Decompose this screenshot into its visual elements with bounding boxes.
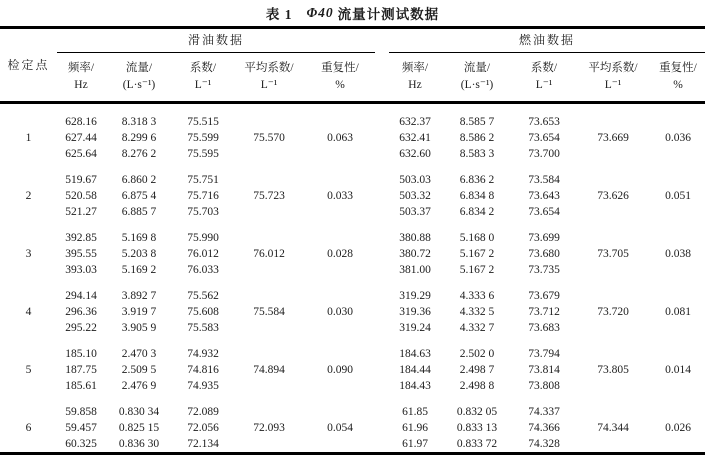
freq-cell: 184.44 — [399, 363, 431, 376]
flow-cell: 5.203 8 — [121, 247, 157, 260]
rep-cell: 0.033 — [327, 189, 353, 202]
freq-cell: 381.00 — [399, 263, 431, 276]
col-unit: % — [335, 79, 345, 91]
group-gap — [375, 28, 389, 103]
meter-model: Φ40 — [306, 5, 334, 20]
col-unit: L⁻¹ — [604, 79, 622, 91]
freq-cell: 184.43 — [399, 379, 431, 392]
data-row-point-4 — [0, 278, 705, 304]
avg-cell — [233, 204, 305, 220]
point-cell — [0, 394, 57, 420]
data-row-point-4 — [0, 304, 705, 320]
rep-cell — [305, 336, 375, 362]
col-unit: Hz — [74, 79, 88, 91]
data-row-point-2 — [0, 162, 705, 188]
point-cell: 1 — [25, 131, 32, 144]
table-header — [0, 28, 705, 103]
rep-cell: 0.036 — [665, 131, 691, 144]
avg-cell: 74.894 — [253, 363, 285, 376]
col-unit: L⁻¹ — [194, 79, 212, 91]
flow-cell: 0.825 15 — [118, 421, 160, 434]
point-cell — [0, 320, 57, 336]
point-cell — [0, 146, 57, 162]
coef-cell: 75.990 — [187, 231, 219, 244]
col-name: 平均系数/ — [244, 62, 294, 74]
rep-cell — [305, 220, 375, 246]
col-header-fuel-coefficient — [513, 53, 575, 103]
rep-cell — [651, 436, 705, 454]
avg-cell: 73.720 — [597, 305, 629, 318]
data-row-point-1 — [0, 103, 705, 131]
freq-cell: 519.67 — [65, 173, 97, 186]
avg-cell: 75.723 — [253, 189, 285, 202]
point-cell — [0, 378, 57, 394]
flow-cell: 6.834 2 — [459, 205, 495, 218]
freq-cell: 185.61 — [65, 379, 97, 392]
rep-cell: 0.051 — [665, 189, 691, 202]
spacer-cell — [375, 394, 389, 420]
spacer-cell — [375, 204, 389, 220]
point-cell: 4 — [25, 305, 32, 318]
flow-cell: 0.830 34 — [118, 405, 160, 418]
col-name: 系数/ — [189, 62, 217, 74]
coef-cell: 73.699 — [528, 231, 560, 244]
spacer-cell — [375, 130, 389, 146]
group-header-fuel: 燃油数据 — [389, 28, 705, 53]
flow-cell: 8.299 6 — [121, 131, 157, 144]
point-cell — [0, 436, 57, 454]
col-unit: (L·s⁻¹) — [460, 79, 494, 91]
freq-cell: 632.37 — [399, 115, 431, 128]
freq-cell: 393.03 — [65, 263, 97, 276]
data-row-point-6 — [0, 420, 705, 436]
spacer-cell — [375, 162, 389, 188]
rep-cell — [305, 378, 375, 394]
point-cell — [0, 162, 57, 188]
flow-cell: 8.276 2 — [121, 147, 157, 160]
flow-cell: 8.585 7 — [459, 115, 495, 128]
col-header-lube-frequency — [57, 53, 105, 103]
avg-cell: 76.012 — [253, 247, 285, 260]
avg-cell — [575, 436, 651, 454]
flow-cell: 0.832 05 — [456, 405, 498, 418]
rep-cell: 0.054 — [327, 421, 353, 434]
col-name: 重复性/ — [321, 62, 359, 74]
spacer-cell — [375, 146, 389, 162]
spacer-cell — [375, 336, 389, 362]
spacer-cell — [375, 262, 389, 278]
flow-cell: 3.919 7 — [121, 305, 157, 318]
rep-cell: 0.038 — [665, 247, 691, 260]
rep-cell — [651, 394, 705, 420]
flow-cell: 0.833 72 — [456, 437, 498, 450]
col-header-fuel-frequency — [389, 53, 441, 103]
freq-cell: 61.85 — [402, 405, 428, 418]
avg-cell — [575, 278, 651, 304]
col-name: 系数/ — [530, 62, 558, 74]
spacer-cell — [375, 362, 389, 378]
rep-cell — [305, 146, 375, 162]
coef-cell: 75.562 — [187, 289, 219, 302]
data-row-point-1 — [0, 130, 705, 146]
avg-cell — [575, 162, 651, 188]
coef-cell: 74.935 — [187, 379, 219, 392]
flow-cell: 4.332 5 — [459, 305, 495, 318]
table-title-text: 流量计测试数据 — [337, 7, 440, 22]
freq-cell: 627.44 — [65, 131, 97, 144]
spacer-cell — [375, 103, 389, 131]
data-row-point-5 — [0, 362, 705, 378]
avg-cell — [575, 262, 651, 278]
col-name: 频率/ — [67, 62, 95, 74]
coef-cell: 74.337 — [528, 405, 560, 418]
rep-cell — [305, 204, 375, 220]
avg-cell — [233, 336, 305, 362]
col-name: 平均系数/ — [588, 62, 638, 74]
avg-cell — [233, 320, 305, 336]
rep-cell — [651, 262, 705, 278]
coef-cell: 73.700 — [528, 147, 560, 160]
rep-cell — [651, 278, 705, 304]
flow-cell: 8.586 2 — [459, 131, 495, 144]
avg-cell: 73.805 — [597, 363, 629, 376]
freq-cell: 521.27 — [65, 205, 97, 218]
rep-cell — [305, 278, 375, 304]
freq-cell: 625.64 — [65, 147, 97, 160]
rep-cell: 0.063 — [327, 131, 353, 144]
avg-cell — [575, 320, 651, 336]
rep-cell: 0.026 — [665, 421, 691, 434]
spacer-cell — [375, 420, 389, 436]
freq-cell: 294.14 — [65, 289, 97, 302]
freq-cell: 628.16 — [65, 115, 97, 128]
avg-cell — [233, 162, 305, 188]
freq-cell: 187.75 — [65, 363, 97, 376]
flow-cell: 8.318 3 — [121, 115, 157, 128]
coef-cell: 75.751 — [187, 173, 219, 186]
avg-cell: 73.705 — [597, 247, 629, 260]
freq-cell: 520.58 — [65, 189, 97, 202]
freq-cell: 632.41 — [399, 131, 431, 144]
freq-cell: 380.72 — [399, 247, 431, 260]
freq-cell: 392.85 — [65, 231, 97, 244]
col-unit: % — [673, 79, 683, 91]
freq-cell: 296.36 — [65, 305, 97, 318]
data-row-point-2 — [0, 188, 705, 204]
rep-cell — [651, 378, 705, 394]
freq-cell: 60.325 — [65, 437, 97, 450]
avg-cell — [233, 394, 305, 420]
data-row-point-6 — [0, 394, 705, 420]
rep-cell — [305, 103, 375, 131]
avg-cell — [575, 146, 651, 162]
rep-cell: 0.030 — [327, 305, 353, 318]
rep-cell — [305, 162, 375, 188]
flow-cell: 6.885 7 — [121, 205, 157, 218]
rep-cell — [651, 204, 705, 220]
rep-cell — [651, 146, 705, 162]
col-header-lube-repeatability — [305, 53, 375, 103]
avg-cell: 75.570 — [253, 131, 285, 144]
coef-cell: 72.134 — [187, 437, 219, 450]
point-cell — [0, 103, 57, 131]
flow-cell: 2.470 3 — [121, 347, 157, 360]
col-name: 重复性/ — [659, 62, 697, 74]
avg-cell: 72.093 — [253, 421, 285, 434]
coef-cell: 72.089 — [187, 405, 219, 418]
coef-cell: 73.683 — [528, 321, 560, 334]
flow-cell: 3.905 9 — [121, 321, 157, 334]
coef-cell: 75.599 — [187, 131, 219, 144]
coef-cell: 74.366 — [528, 421, 560, 434]
table-title — [0, 0, 705, 26]
rep-cell — [651, 336, 705, 362]
flow-cell: 5.167 2 — [459, 247, 495, 260]
spacer-cell — [375, 436, 389, 454]
col-unit: L⁻¹ — [260, 79, 278, 91]
point-cell: 3 — [25, 247, 32, 260]
point-cell: 6 — [25, 421, 32, 434]
column-header-row — [0, 53, 705, 103]
table-number: 表 1 — [265, 7, 293, 22]
flow-cell: 0.833 13 — [456, 421, 498, 434]
spacer-cell — [375, 304, 389, 320]
point-cell: 5 — [25, 363, 32, 376]
data-row-point-2 — [0, 204, 705, 220]
coef-cell: 73.584 — [528, 173, 560, 186]
rep-cell — [305, 320, 375, 336]
avg-cell — [233, 146, 305, 162]
avg-cell — [233, 262, 305, 278]
coef-cell: 73.653 — [528, 115, 560, 128]
avg-cell — [233, 378, 305, 394]
freq-cell: 503.37 — [399, 205, 431, 218]
rep-cell: 0.081 — [665, 305, 691, 318]
flow-cell: 2.498 8 — [459, 379, 495, 392]
col-header-fuel-avg-coefficient — [575, 53, 651, 103]
flow-cell: 6.836 2 — [459, 173, 495, 186]
rep-cell — [305, 394, 375, 420]
flow-cell: 2.476 9 — [121, 379, 157, 392]
freq-cell: 319.36 — [399, 305, 431, 318]
flow-cell: 6.860 2 — [121, 173, 157, 186]
flow-cell: 5.167 2 — [459, 263, 495, 276]
coef-cell: 73.654 — [528, 205, 560, 218]
coef-cell: 75.583 — [187, 321, 219, 334]
flow-cell: 2.502 0 — [459, 347, 495, 360]
col-unit: (L·s⁻¹) — [122, 79, 156, 91]
avg-cell — [233, 103, 305, 131]
avg-cell — [233, 436, 305, 454]
coef-cell: 75.716 — [187, 189, 219, 202]
avg-cell — [575, 394, 651, 420]
spacer-cell — [375, 246, 389, 262]
point-cell — [0, 336, 57, 362]
freq-cell: 295.22 — [65, 321, 97, 334]
flow-cell: 6.875 4 — [121, 189, 157, 202]
avg-cell — [575, 336, 651, 362]
freq-cell: 185.10 — [65, 347, 97, 360]
col-header-fuel-repeatability — [651, 53, 705, 103]
coef-cell: 75.703 — [187, 205, 219, 218]
data-row-point-1 — [0, 146, 705, 162]
coef-cell: 73.808 — [528, 379, 560, 392]
coef-cell: 73.679 — [528, 289, 560, 302]
avg-cell — [575, 378, 651, 394]
avg-cell: 74.344 — [597, 421, 629, 434]
avg-cell — [575, 103, 651, 131]
coef-cell: 75.515 — [187, 115, 219, 128]
flow-cell: 5.168 0 — [459, 231, 495, 244]
group-header-lube: 滑油数据 — [57, 28, 375, 53]
spacer-cell — [375, 188, 389, 204]
avg-cell: 73.626 — [597, 189, 629, 202]
coef-cell: 73.654 — [528, 131, 560, 144]
avg-cell — [233, 220, 305, 246]
data-row-point-5 — [0, 336, 705, 362]
flow-cell: 0.836 30 — [118, 437, 160, 450]
rep-cell: 0.014 — [665, 363, 691, 376]
freq-cell: 59.858 — [65, 405, 97, 418]
rep-cell — [305, 436, 375, 454]
avg-cell — [233, 278, 305, 304]
col-unit: L⁻¹ — [535, 79, 553, 91]
freq-cell: 61.97 — [402, 437, 428, 450]
data-row-point-4 — [0, 320, 705, 336]
flow-cell: 8.583 3 — [459, 147, 495, 160]
table-body — [0, 103, 705, 454]
avg-cell — [575, 204, 651, 220]
col-name: 流量/ — [463, 62, 491, 74]
coef-cell: 73.680 — [528, 247, 560, 260]
data-row-point-3 — [0, 246, 705, 262]
coef-cell: 72.056 — [187, 421, 219, 434]
coef-cell: 73.735 — [528, 263, 560, 276]
coef-cell: 74.932 — [187, 347, 219, 360]
freq-cell: 395.55 — [65, 247, 97, 260]
spacer-cell — [375, 220, 389, 246]
flow-cell: 4.332 7 — [459, 321, 495, 334]
data-row-point-3 — [0, 262, 705, 278]
coef-cell: 76.012 — [187, 247, 219, 260]
coef-cell: 73.794 — [528, 347, 560, 360]
data-row-point-3 — [0, 220, 705, 246]
flow-cell: 2.498 7 — [459, 363, 495, 376]
col-header-lube-flow — [105, 53, 173, 103]
coef-cell: 73.814 — [528, 363, 560, 376]
point-cell — [0, 262, 57, 278]
freq-cell: 632.60 — [399, 147, 431, 160]
rep-cell — [651, 162, 705, 188]
freq-cell: 61.96 — [402, 421, 428, 434]
col-name: 流量/ — [125, 62, 153, 74]
col-header-lube-coefficient — [173, 53, 233, 103]
point-cell — [0, 204, 57, 220]
freq-cell: 184.63 — [399, 347, 431, 360]
freq-cell: 503.03 — [399, 173, 431, 186]
flow-cell: 5.169 2 — [121, 263, 157, 276]
corner-header: 检定点 — [0, 28, 57, 103]
rep-cell — [651, 103, 705, 131]
rep-cell: 0.090 — [327, 363, 353, 376]
point-cell — [0, 278, 57, 304]
avg-cell: 73.669 — [597, 131, 629, 144]
rep-cell: 0.028 — [327, 247, 353, 260]
flow-cell: 5.169 8 — [121, 231, 157, 244]
flow-cell: 2.509 5 — [121, 363, 157, 376]
coef-cell: 75.595 — [187, 147, 219, 160]
rep-cell — [305, 262, 375, 278]
data-row-point-6 — [0, 436, 705, 454]
coef-cell: 76.033 — [187, 263, 219, 276]
flow-cell: 6.834 8 — [459, 189, 495, 202]
spacer-cell — [375, 378, 389, 394]
col-header-fuel-flow — [441, 53, 513, 103]
flow-meter-table — [0, 26, 705, 455]
coef-cell: 74.816 — [187, 363, 219, 376]
group-header-row — [0, 28, 705, 53]
freq-cell: 319.24 — [399, 321, 431, 334]
coef-cell: 73.712 — [528, 305, 560, 318]
flow-cell: 3.892 7 — [121, 289, 157, 302]
freq-cell: 380.88 — [399, 231, 431, 244]
coef-cell: 75.608 — [187, 305, 219, 318]
col-unit: Hz — [408, 79, 422, 91]
coef-cell: 74.328 — [528, 437, 560, 450]
rep-cell — [651, 320, 705, 336]
data-row-point-5 — [0, 378, 705, 394]
flow-cell: 4.333 6 — [459, 289, 495, 302]
rep-cell — [651, 220, 705, 246]
col-header-lube-avg-coefficient — [233, 53, 305, 103]
col-name: 频率/ — [401, 62, 429, 74]
spacer-cell — [375, 320, 389, 336]
coef-cell: 73.643 — [528, 189, 560, 202]
freq-cell: 59.457 — [65, 421, 97, 434]
point-cell: 2 — [25, 189, 32, 202]
point-cell — [0, 220, 57, 246]
avg-cell: 75.584 — [253, 305, 285, 318]
spacer-cell — [375, 278, 389, 304]
avg-cell — [575, 220, 651, 246]
freq-cell: 503.32 — [399, 189, 431, 202]
freq-cell: 319.29 — [399, 289, 431, 302]
